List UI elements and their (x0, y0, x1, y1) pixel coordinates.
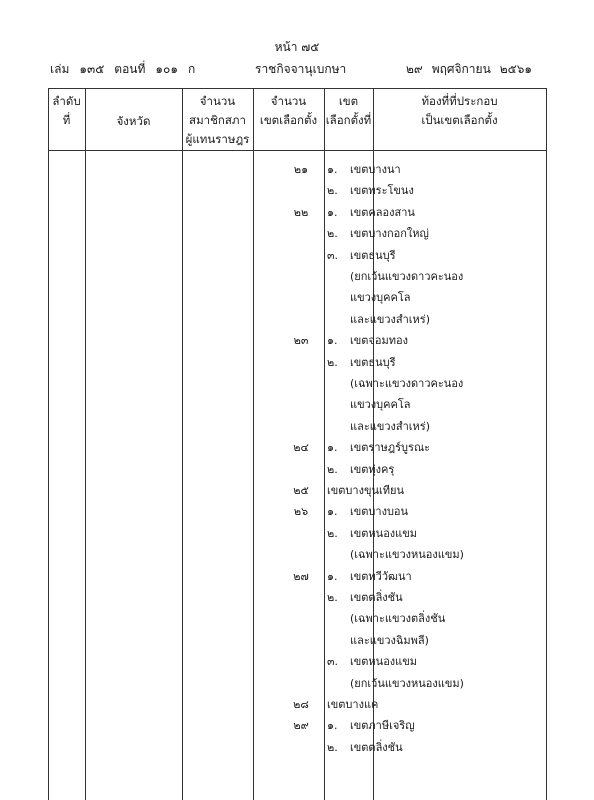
area-name: เขตจอมทอง (350, 334, 408, 347)
area-name: เขตบางขุนเทียน (327, 484, 404, 497)
area-name: เขตบางนา (350, 163, 401, 176)
area-entry (327, 224, 429, 242)
item-index: ๒. (327, 527, 338, 540)
area-entry (350, 545, 464, 563)
item-index: ๑. (327, 719, 338, 732)
area-entry (350, 288, 411, 306)
header-order: ลำดับ ที่ (52, 94, 81, 127)
constituency-number: ๒๔ (293, 441, 309, 454)
item-index: ๓. (327, 655, 339, 668)
area-name: และแขวงสำเหร่) (350, 313, 430, 326)
header-district-count: จำนวน เขตเลือกตั้ง (259, 94, 318, 127)
area-name: (เฉพาะแขวงดาวคะนอง (350, 377, 464, 390)
area-name: (ยกเว้นแขวงดาวคะนอง (350, 270, 464, 283)
item-index: ๒. (327, 591, 338, 604)
column-divider (253, 88, 254, 800)
area-entry (350, 674, 464, 692)
item-index: ๓. (327, 249, 339, 262)
constituency-number: ๒๖ (293, 505, 309, 518)
item-index: ๒. (327, 184, 338, 197)
column-divider (546, 88, 547, 800)
column-divider (85, 88, 86, 800)
item-index: ๑. (327, 163, 338, 176)
area-name: แขวงบุคคโล (350, 398, 411, 411)
table-top-border (48, 88, 547, 89)
header-constituency-area: ท้องที่ที่ประกอบ เป็นเขตเลือกตั้ง (421, 94, 498, 127)
constituency-number: ๒๕ (293, 484, 309, 497)
area-name: เขตตลิ่งชัน (350, 741, 403, 754)
area-name: เขตภาษีเจริญ (350, 719, 415, 732)
area-entry (327, 160, 401, 178)
area-entry (327, 695, 378, 713)
area-name: เขตหนองแขม (350, 655, 418, 668)
constituency-number: ๒๙ (293, 719, 309, 732)
area-entry (327, 738, 403, 756)
area-entry (327, 181, 414, 199)
area-entry (350, 609, 445, 627)
header-constituency-number: เขต เลือกตั้งที่ (325, 94, 372, 127)
date-year: ๒๕๖๑ (499, 62, 532, 76)
gazette-reference (50, 60, 205, 79)
area-name: (เฉพาะแขวงหนองแขม) (350, 548, 464, 561)
area-entry (327, 524, 417, 542)
area-entry (350, 310, 430, 328)
item-index: ๒. (327, 227, 338, 240)
area-name: เขตคลองสาน (350, 206, 415, 219)
page-number: หน้า ๗๕ (274, 40, 320, 54)
column-divider (324, 88, 325, 800)
area-name: (ยกเว้นแขวงหนองแขม) (350, 677, 464, 690)
area-name: เขตบางแค (327, 698, 379, 711)
section-number: ๑๐๑ (155, 62, 178, 76)
column-divider (182, 88, 183, 800)
area-entry (327, 460, 394, 478)
item-index: ๑. (327, 206, 338, 219)
area-name: และแขวงฉิมพลี) (350, 634, 429, 647)
area-name: (เฉพาะแขวงตลิ่งชัน (350, 612, 446, 625)
area-entry (327, 481, 404, 499)
area-entry (350, 631, 429, 649)
area-entry (327, 716, 415, 734)
header-bottom-border (48, 150, 547, 151)
area-name: เขตหนองแขม (350, 527, 418, 540)
area-name: เขตบางกอกใหญ่ (350, 227, 429, 240)
area-name: เขตราษฎร์บูรณะ (350, 441, 431, 454)
constituency-number: ๒๓ (293, 334, 309, 347)
area-entry (327, 438, 430, 456)
area-entry (327, 502, 408, 520)
constituency-number: ๒๒ (293, 206, 309, 219)
item-index: ๑. (327, 441, 338, 454)
area-name: เขตทวีวัฒนา (350, 570, 412, 583)
item-index: ๑. (327, 570, 338, 583)
area-name: เขตบางบอน (350, 505, 409, 518)
area-entry (327, 652, 417, 670)
area-entry (327, 588, 403, 606)
area-entry (350, 374, 463, 392)
item-index: ๑. (327, 334, 338, 347)
area-name: เขตทุ่งครุ (350, 463, 395, 476)
item-index: ๒. (327, 741, 338, 754)
area-entry (327, 203, 415, 221)
date-day: ๒๙ (406, 62, 423, 76)
publication-date (406, 60, 541, 79)
item-index: ๒. (327, 463, 338, 476)
area-entry (350, 395, 411, 413)
section-label: ตอนที่ (114, 62, 146, 76)
constituency-number: ๒๗ (293, 570, 309, 583)
item-index: ๒. (327, 356, 338, 369)
area-name: และแขวงสำเหร่) (350, 420, 430, 433)
header-mp-count: จำนวน สมาชิกสภา ผู้แทนราษฎร (185, 94, 250, 146)
volume-number: ๑๓๕ (79, 62, 105, 76)
area-name: เขตธนบุรี (350, 249, 396, 262)
area-entry (327, 353, 396, 371)
area-name: เขตพระโขนง (350, 184, 414, 197)
constituency-number: ๒๘ (293, 698, 309, 711)
area-entry (327, 331, 408, 349)
area-name: เขตตลิ่งชัน (350, 591, 403, 604)
area-entry (350, 267, 463, 285)
date-month: พฤศจิกายน (431, 62, 491, 76)
area-name: เขตธนบุรี (350, 356, 396, 369)
header-province: จังหวัด (116, 114, 151, 128)
area-entry (350, 417, 430, 435)
publication-name: ราชกิจจานุเบกษา (255, 62, 347, 76)
area-entry (327, 567, 412, 585)
constituency-number: ๒๑ (293, 163, 309, 176)
volume-label: เล่ม (50, 62, 70, 76)
area-entry (327, 246, 396, 264)
area-name: แขวงบุคคโล (350, 291, 411, 304)
item-index: ๑. (327, 505, 338, 518)
section-type: ก (187, 62, 196, 76)
column-divider (48, 88, 49, 800)
